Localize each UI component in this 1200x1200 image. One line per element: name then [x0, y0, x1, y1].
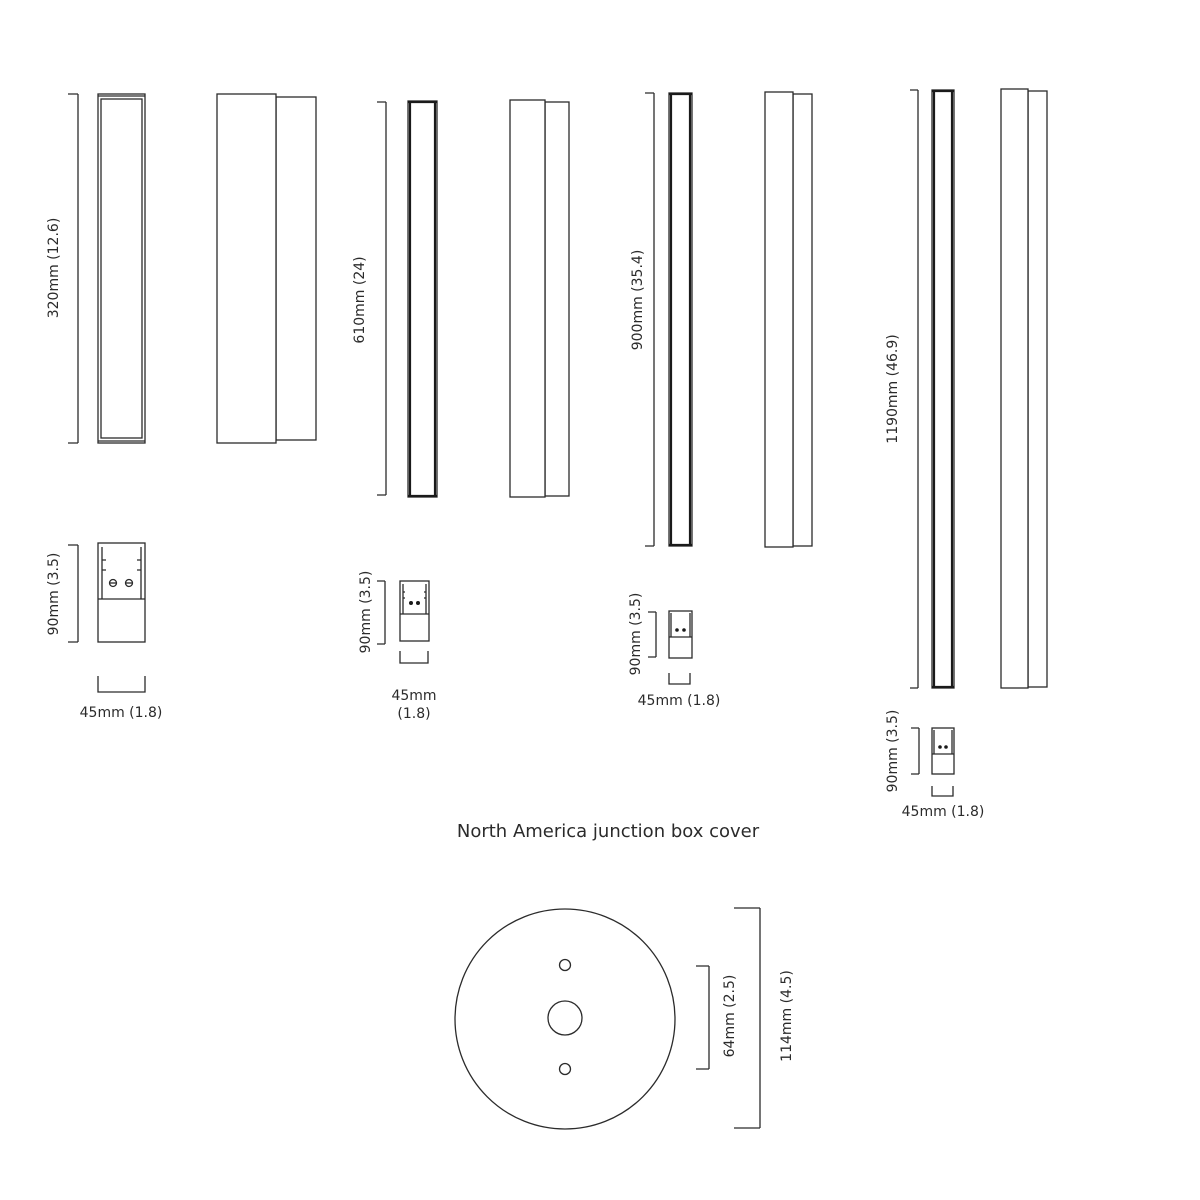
side-view-1190 [1001, 89, 1047, 688]
side-view-320 [217, 94, 316, 443]
length-label-900: 900mm (35.4) [630, 249, 646, 351]
front-view-1190 [932, 90, 954, 688]
front-view-900 [669, 93, 692, 546]
fixture-610 [352, 100, 569, 722]
base-detail-320 [46, 543, 162, 721]
fixture-1190 [885, 89, 1047, 820]
base-height-label-610: 90mm (3.5) [358, 570, 374, 654]
length-dimension-900 [630, 93, 654, 546]
front-view-320 [98, 94, 145, 443]
width-label-320: 45mm (1.8) [79, 705, 163, 721]
screw-hole-top [560, 960, 571, 971]
length-label-1190: 1190mm (46.9) [885, 334, 901, 444]
width-label-610-line2: (1.8) [397, 706, 431, 722]
cover-plate [455, 909, 675, 1129]
cover-title: North America junction box cover [456, 821, 760, 842]
junction-box-cover [455, 908, 795, 1129]
length-dimension-320 [46, 94, 78, 443]
length-dimension-610 [352, 102, 386, 495]
outer-dimension [734, 908, 795, 1128]
base-height-label-900: 90mm (3.5) [628, 592, 644, 676]
fixture-900 [628, 92, 812, 709]
width-label-610-line1: 45mm [391, 688, 437, 704]
front-view-610 [408, 101, 437, 497]
screw-hole-bottom [560, 1064, 571, 1075]
inner-dimension [696, 966, 738, 1069]
length-label-610: 610mm (24) [352, 256, 368, 344]
outer-dimension-label: 114mm (4.5) [779, 970, 795, 1062]
base-detail-610 [358, 571, 437, 722]
base-detail-900 [628, 593, 720, 709]
base-detail-1190 [885, 710, 984, 820]
fixture-320 [46, 94, 316, 721]
inner-dimension-label: 64mm (2.5) [722, 974, 738, 1058]
center-hole [548, 1001, 582, 1035]
width-label-1190: 45mm (1.8) [901, 804, 985, 820]
side-view-610 [510, 100, 569, 497]
length-label-320: 320mm (12.6) [46, 217, 62, 319]
width-label-900: 45mm (1.8) [637, 693, 721, 709]
base-height-label-1190: 90mm (3.5) [885, 709, 901, 793]
length-dimension-1190 [885, 90, 918, 688]
side-view-900 [765, 92, 812, 547]
base-height-label-320: 90mm (3.5) [46, 552, 62, 636]
